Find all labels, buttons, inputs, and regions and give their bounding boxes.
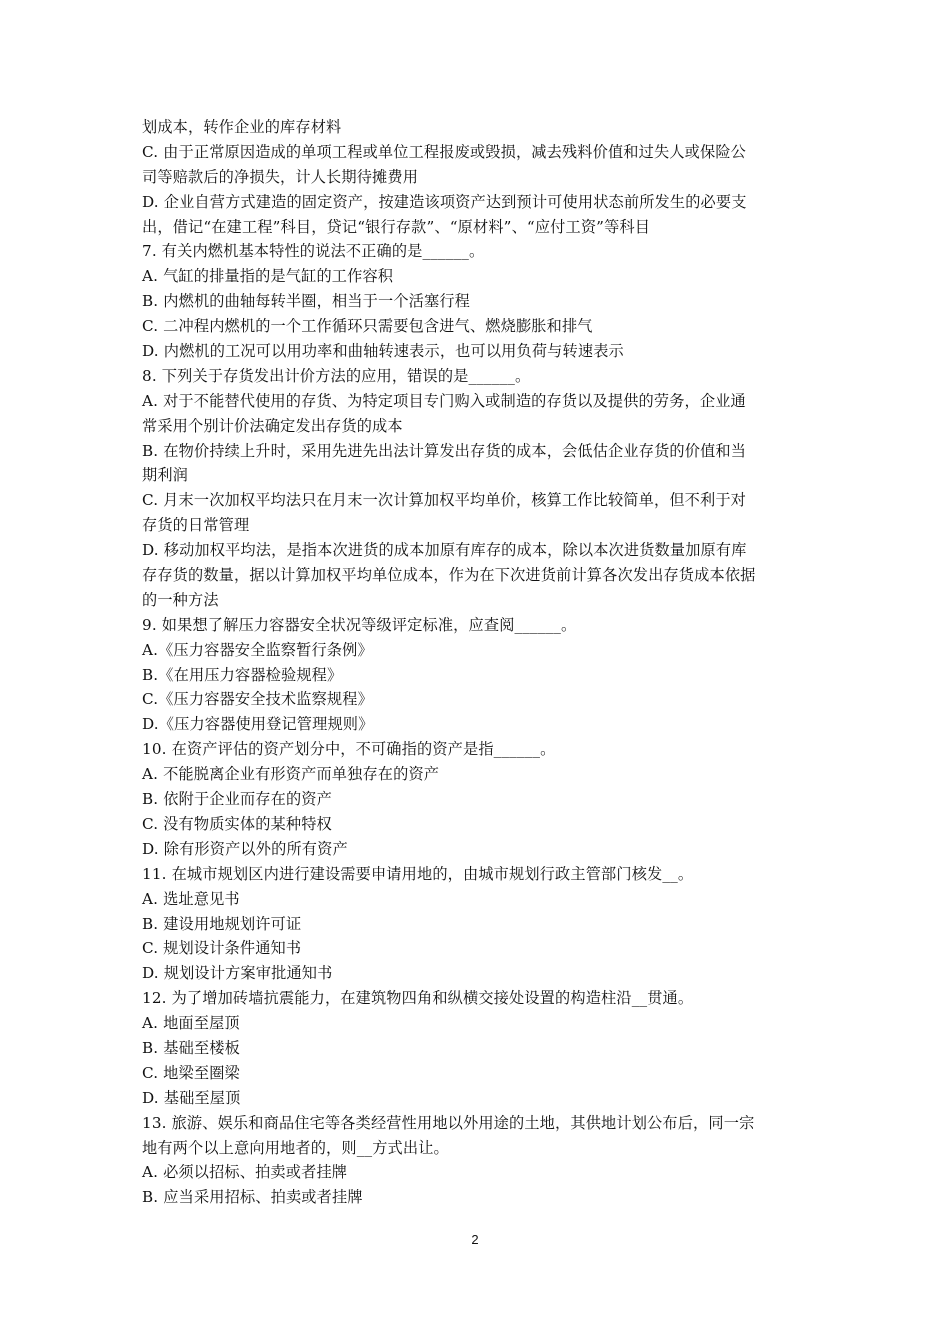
text-line: A. 选址意见书 — [142, 889, 240, 908]
text-line: B. 建设用地规划许可证 — [142, 914, 302, 933]
text-line: D.《压力容器使用登记管理规则》 — [142, 715, 374, 734]
text-line: C. 二冲程内燃机的一个工作循环只需要包含进气、燃烧膨胀和排气 — [142, 317, 593, 336]
text-line: 9. 如果想了解压力容器安全状况等级评定标准，应查阅______。 — [142, 615, 577, 634]
text-line: C. 规划设计条件通知书 — [142, 939, 302, 958]
text-line: A.《压力容器安全监察暂行条例》 — [142, 640, 373, 659]
page-number: 2 — [471, 1232, 479, 1247]
text-line: 司等赔款后的净损失，计人长期待摊费用 — [142, 167, 419, 186]
text-line: 13. 旅游、娱乐和商品住宅等各类经营性用地以外用途的土地，其供地计划公布后，同一宗 — [142, 1113, 755, 1132]
text-line: B. 应当采用招标、拍卖或者挂牌 — [142, 1188, 363, 1207]
text-line: 出，借记“在建工程”科目，贷记“银行存款”、“原材料”、“应付工资”等科目 — [142, 217, 651, 236]
text-line: A. 必须以招标、拍卖或者挂牌 — [142, 1163, 348, 1182]
text-line: D. 除有形资产以外的所有资产 — [142, 839, 348, 858]
text-line: 7. 有关内燃机基本特性的说法不正确的是______。 — [142, 242, 485, 261]
text-line: 8. 下列关于存货发出计价方法的应用，错误的是______。 — [142, 366, 531, 385]
text-line: C. 没有物质实体的某种特权 — [142, 814, 332, 833]
text-line: A. 气缸的排量指的是气缸的工作容积 — [142, 267, 394, 286]
text-line: C.《压力容器安全技术监察规程》 — [142, 690, 373, 709]
text-line: 11. 在城市规划区内进行建设需要申请用地的，由城市规划行政主管部门核发__。 — [142, 864, 694, 883]
text-line: D. 规划设计方案审批通知书 — [142, 964, 333, 983]
text-line: 地有两个以上意向用地者的，则__方式出让。 — [142, 1138, 449, 1157]
text-line: 的一种方法 — [142, 590, 219, 609]
text-line: D. 移动加权平均法，是指本次进货的成本加原有库存的成本，除以本次进货数量加原有库 — [142, 541, 747, 560]
text-line: B. 内燃机的曲轴每转半圈，相当于一个活塞行程 — [142, 292, 471, 311]
text-line: 常采用个别计价法确定发出存货的成本 — [142, 416, 403, 435]
text-line: 12. 为了增加砖墙抗震能力，在建筑物四角和纵横交接处设置的构造柱沿__贯通。 — [142, 989, 694, 1008]
text-line: B. 在物价持续上升时，采用先进先出法计算发出存货的成本，会低估企业存货的价值和当 — [142, 441, 747, 460]
text-line: D. 基础至屋顶 — [142, 1088, 241, 1107]
text-line: B. 依附于企业而存在的资产 — [142, 790, 332, 809]
text-line: 存货的日常管理 — [142, 516, 250, 535]
text-line: 期利润 — [142, 466, 189, 485]
text-line: 10. 在资产评估的资产划分中，不可确指的资产是指______。 — [142, 740, 556, 759]
text-line: 存存货的数量，据以计算加权平均单位成本，作为在下次进货前计算各次发出存货成本依据 — [142, 566, 756, 585]
text-line: D. 企业自营方式建造的固定资产，按建造该项资产达到预计可使用状态前所发生的必要支 — [142, 192, 747, 211]
text-line: B. 基础至楼板 — [142, 1038, 240, 1057]
text-line: 划成本，转作企业的库存材料 — [142, 118, 342, 136]
text-line: C. 由于正常原因造成的单项工程或单位工程报废或毁损，减去残料价值和过失人或保险公 — [142, 142, 747, 161]
text-line: C. 月末一次加权平均法只在月末一次计算加权平均单价，核算工作比较简单，但不利于对 — [142, 491, 747, 510]
text-line: A. 地面至屋顶 — [142, 1014, 240, 1033]
text-line: D. 内燃机的工况可以用功率和曲轴转速表示，也可以用负荷与转速表示 — [142, 342, 624, 361]
text-line: A. 对于不能替代使用的存货、为特定项目专门购入或制造的存货以及提供的劳务，企业通 — [142, 391, 746, 410]
text-line: B.《在用压力容器检验规程》 — [142, 665, 343, 684]
text-line: C. 地梁至圈梁 — [142, 1063, 240, 1082]
document-body — [142, 115, 814, 1210]
text-line: A. 不能脱离企业有形资产而单独存在的资产 — [142, 765, 440, 784]
